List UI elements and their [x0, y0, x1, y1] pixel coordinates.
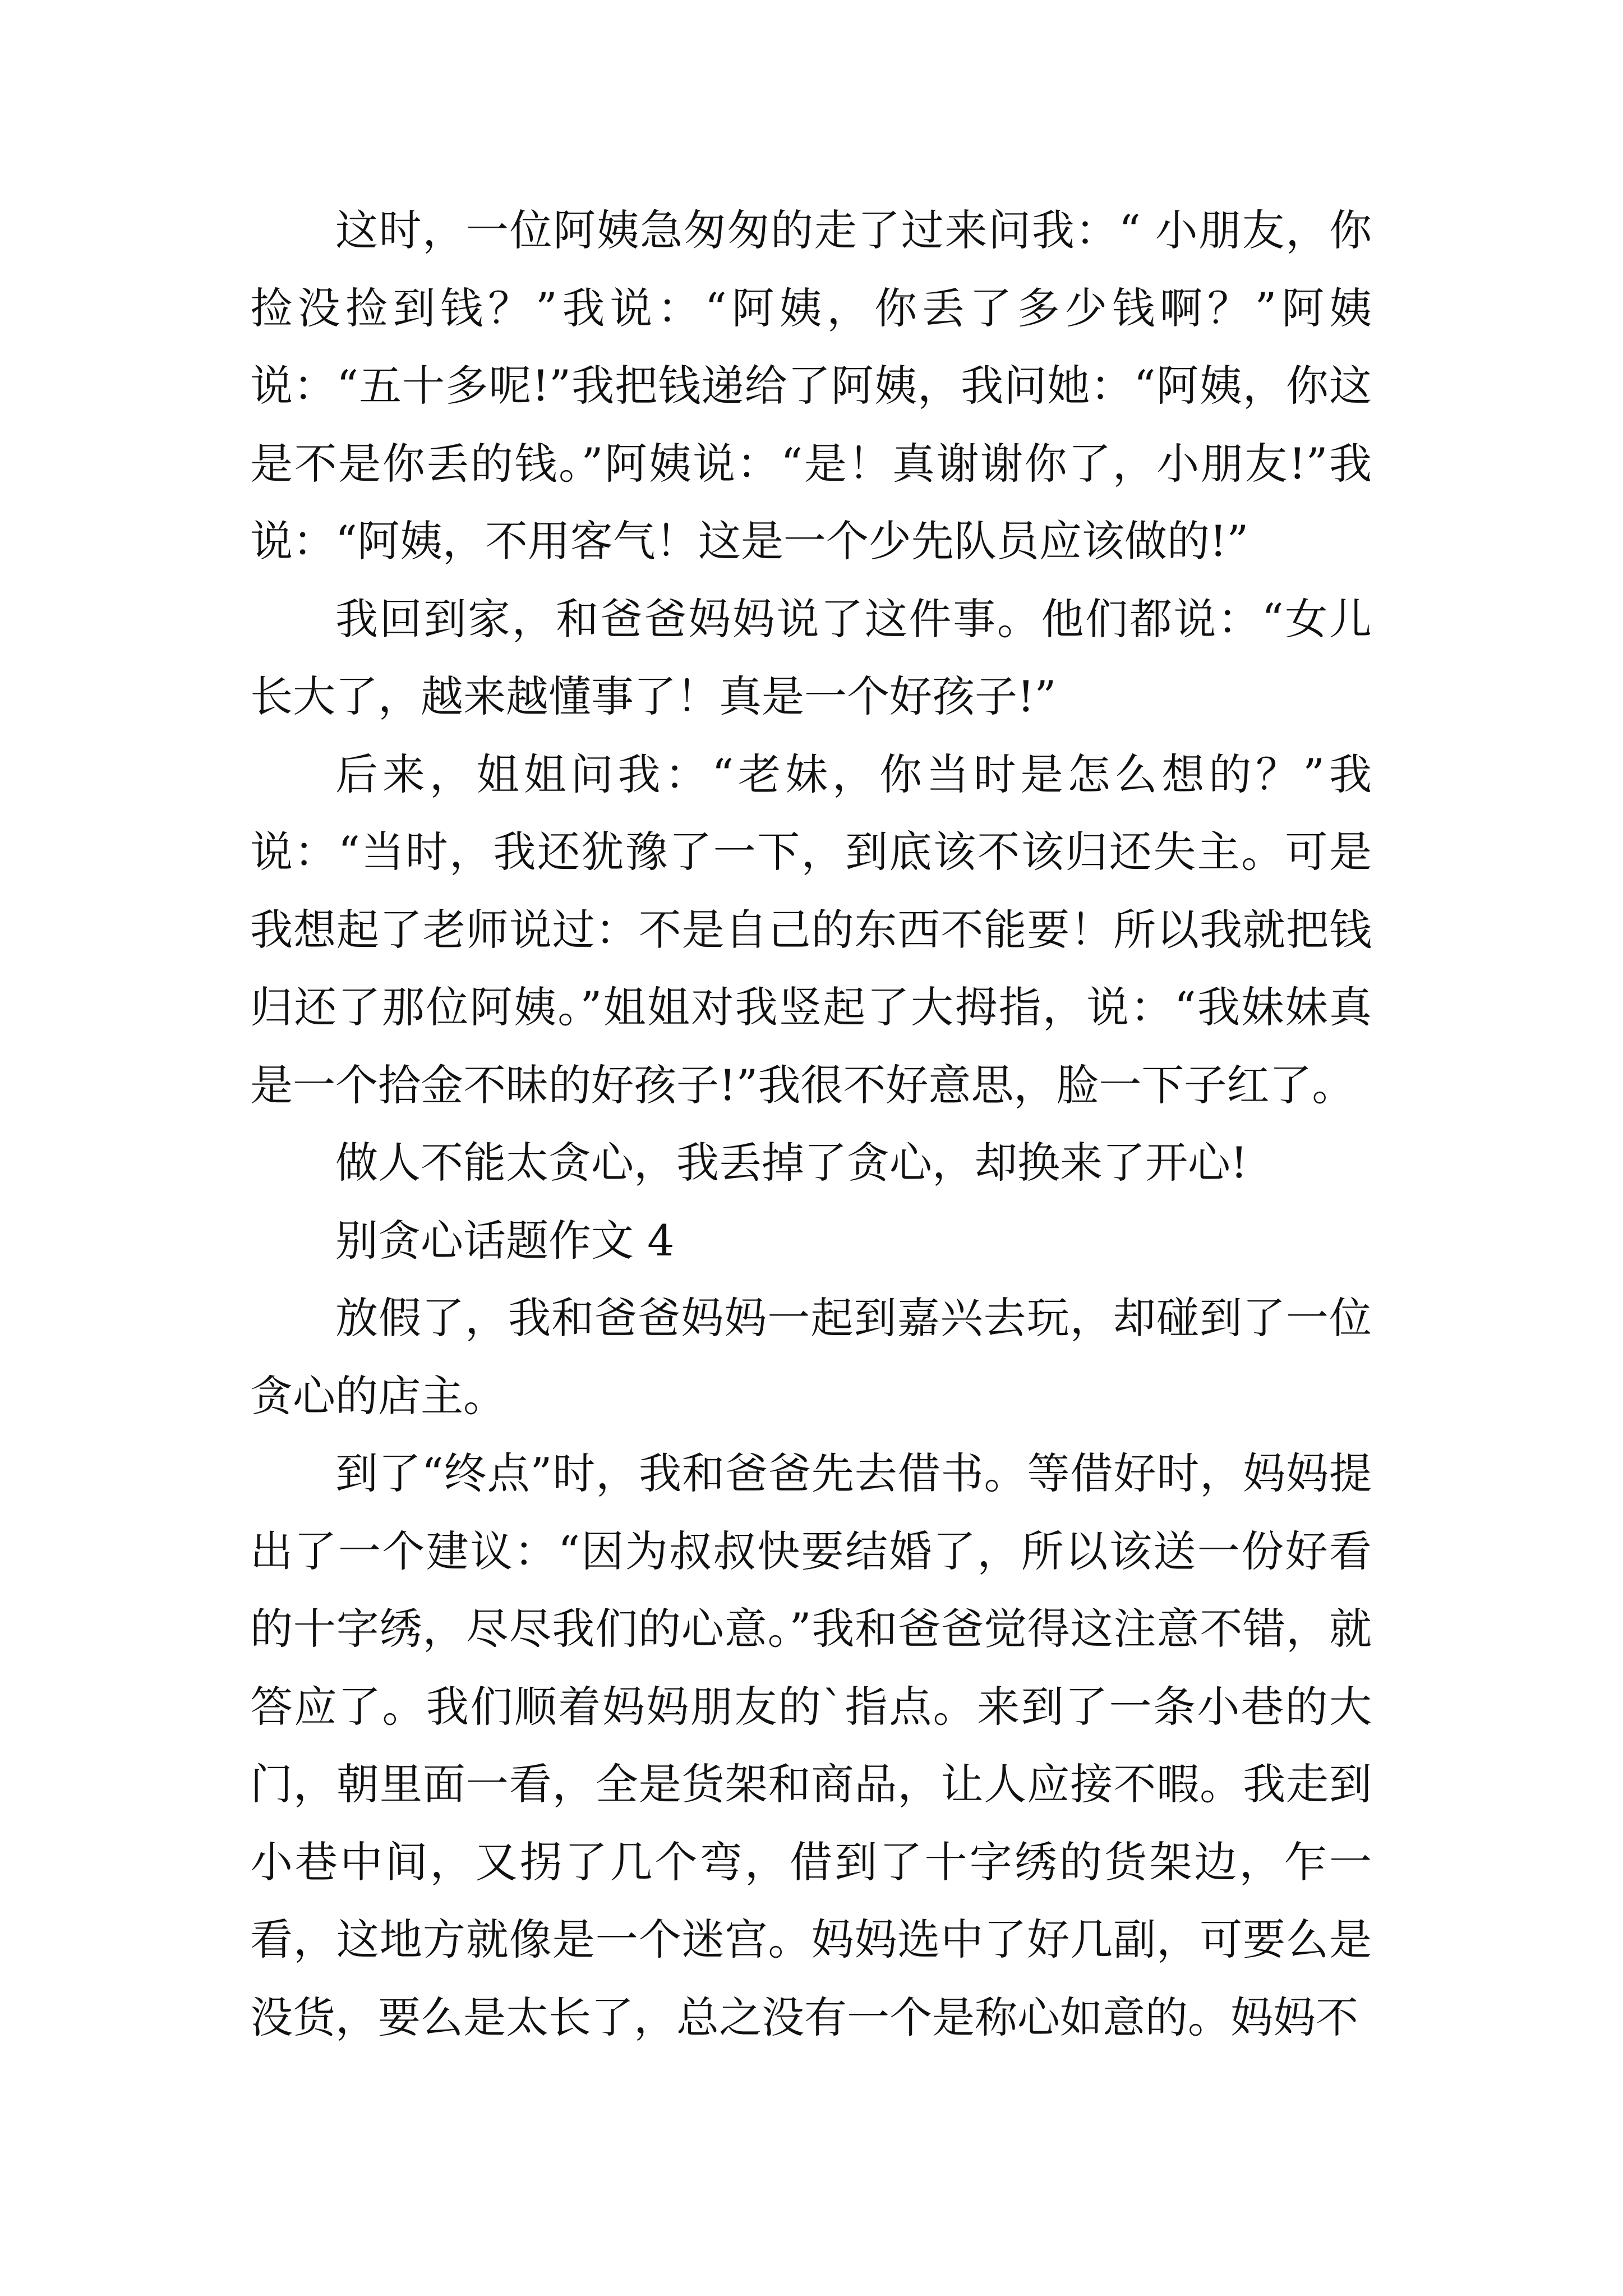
paragraph-holiday: 放假了，我和爸爸妈妈一起到嘉兴去玩，却碰到了一位贪心的店主。: [250, 1293, 1372, 1421]
paragraph-sister: 后来，姐姐问我：“老妹，你当时是怎么想的？”我说：“当时，我还犹豫了一下，到底该不该归还失主。可是我想起了老师说过：不是自己的东西不能要！所以我就把钱归还了那位阿姨。”姐姐对我竖起了大拇指，说：“我妹妹真是一个拾金不昧的好孩子!”我很不好意思，脸一下子红了。: [250, 749, 1372, 1110]
paragraph-shop: 到了“终点”时，我和爸爸先去借书。等借好时，妈妈提出了一个建议：“因为叔叔快要结婚了，所以该送一份好看的十字绣，尽尽我们的心意。”我和爸爸觉得这注意不错，就答应了。我们顺着妈妈朋友的`指点。来到了一条小巷的大门，朝里面一看，全是货架和商品，让人应接不暇。我走到小巷中间，又拐了几个弯，借到了十字绣的货架边，乍一看，这地方就像是一个迷宫。妈妈选中了好几副，可要么是没货，要么是太长了，总之没有一个是称心如意的。妈妈不: [250, 1448, 1372, 2042]
document-body: [250, 192, 1372, 2056]
paragraph-conclusion: 做人不能太贪心，我丢掉了贪心，却换来了开心!: [335, 1138, 1248, 1188]
essay-heading: 别贪心话题作文 4: [335, 1215, 675, 1266]
paragraph-ayi-dialogue: 这时，一位阿姨急匆匆的走了过来问我：“ 小朋友，你捡没捡到钱？”我说：“阿姨，你丢了多少钱啊？”阿姨说：“五十多呢!”我把钱递给了阿姨，我问她：“阿姨，你这是不是你丢的钱。”阿姨说：“是！真谢谢你了，小朋友!”我说：“阿姨，不用客气！这是一个少先队员应该做的!”: [250, 205, 1372, 566]
paragraph-home: 我回到家，和爸爸妈妈说了这件事。他们都说：“女儿长大了，越来越懂事了！真是一个好孩子!”: [250, 593, 1372, 721]
